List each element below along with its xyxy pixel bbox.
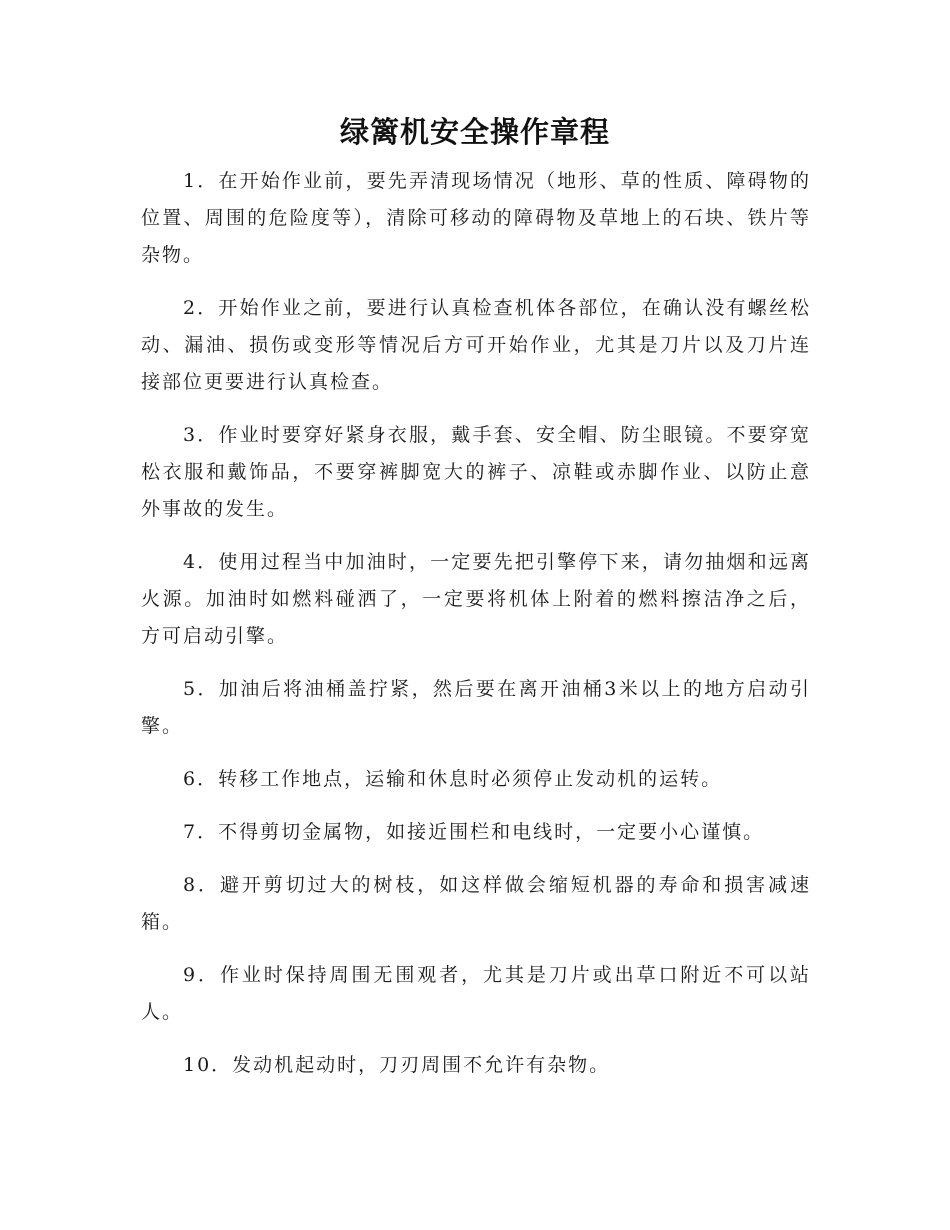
paragraph-10: 10．发动机起动时，刀刃周围不允许有杂物。 [183, 1054, 611, 1076]
paragraph-4: 4．使用过程当中加油时，一定要先把引擎停下来，请勿抽烟和远离火源。加油时如燃料碰洒了，一定要将机体上附着的燃料擦洁净之后，方可启动引擎。 [141, 551, 811, 647]
paragraph-9: 9．作业时保持周围无围观者，尤其是刀片或出草口附近不可以站人。 [141, 964, 811, 1023]
paragraph-6: 6．转移工作地点，运输和休息时必须停止发动机的运转。 [183, 768, 723, 790]
paragraph-5: 5．加油后将油桶盖拧紧，然后要在离开油桶3米以上的地方启动引擎。 [141, 678, 811, 737]
paragraph-7: 7．不得剪切金属物，如接近围栏和电线时，一定要小心谨慎。 [183, 821, 765, 843]
document-title: 绿篱机安全操作章程 [339, 115, 610, 149]
document-body [141, 163, 811, 1100]
paragraph-8: 8．避开剪切过大的树枝，如这样做会缩短机器的寿命和损害减速箱。 [141, 874, 811, 933]
paragraph-3: 3．作业时要穿好紧身衣服，戴手套、安全帽、防尘眼镜。不要穿宽松衣服和戴饰品，不要穿裤脚宽大的裤子、凉鞋或赤脚作业、以防止意外事故的发生。 [141, 424, 811, 520]
paragraph-1: 1．在开始作业前，要先弄清现场情况（地形、草的性质、障碍物的位置、周围的危险度等），清除可移动的障碍物及草地上的石块、铁片等杂物。 [141, 170, 811, 266]
paragraph-2: 2．开始作业之前，要进行认真检查机体各部位，在确认没有螺丝松动、漏油、损伤或变形等情况后方可开始作业，尤其是刀片以及刀片连接部位更要进行认真检查。 [141, 297, 811, 393]
